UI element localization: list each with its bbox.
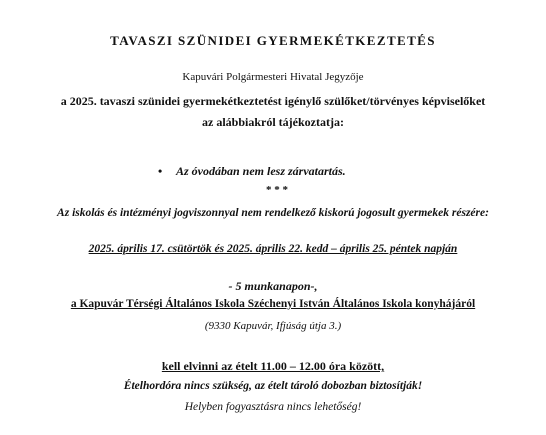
kitchen-location: a Kapuvár Térségi Általános Iskola Széchenyi István Általános Iskola konyhájáról	[70, 298, 476, 310]
separator-stars: * * *	[266, 184, 288, 196]
workdays-count: - 5 munkanapon-,	[228, 279, 318, 293]
no-container-needed: Ételhordóra nincs szükség, az ételt tároló dobozban biztosítják!	[123, 380, 423, 392]
kindergarten-bullet	[158, 164, 346, 179]
school-heading: Az iskolás és intézményi jogviszonnyal nem rendelkező kiskorú jogosult gyermekek részére:	[57, 207, 489, 219]
kitchen-address: (9330 Kapuvár, Ifjúság útja 3.)	[204, 320, 342, 332]
kindergarten-text: Az óvodában nem lesz zárvatartás.	[176, 164, 346, 178]
service-dates: 2025. április 17. csütörtök és 2025. április 22. kedd – április 25. péntek napján	[88, 243, 458, 255]
pickup-time: kell elvinni az ételt 11.00 – 12.00 óra között,	[161, 359, 385, 373]
intro-line-1: a 2025. tavaszi szünidei gyermekétkeztetést igénylő szülőket/törvényes képviselőket	[60, 94, 486, 108]
bullet-icon: •	[158, 164, 163, 178]
issuing-office: Kapuvári Polgármesteri Hivatal Jegyzője	[182, 71, 364, 83]
intro-line-2: az alábbiakról tájékoztatja:	[202, 115, 344, 129]
notice-title: TAVASZI SZÜNIDEI GYERMEKÉTKEZTETÉS	[110, 33, 436, 48]
no-onsite-eating: Helyben fogyasztásra nincs lehetőség!	[184, 401, 362, 413]
